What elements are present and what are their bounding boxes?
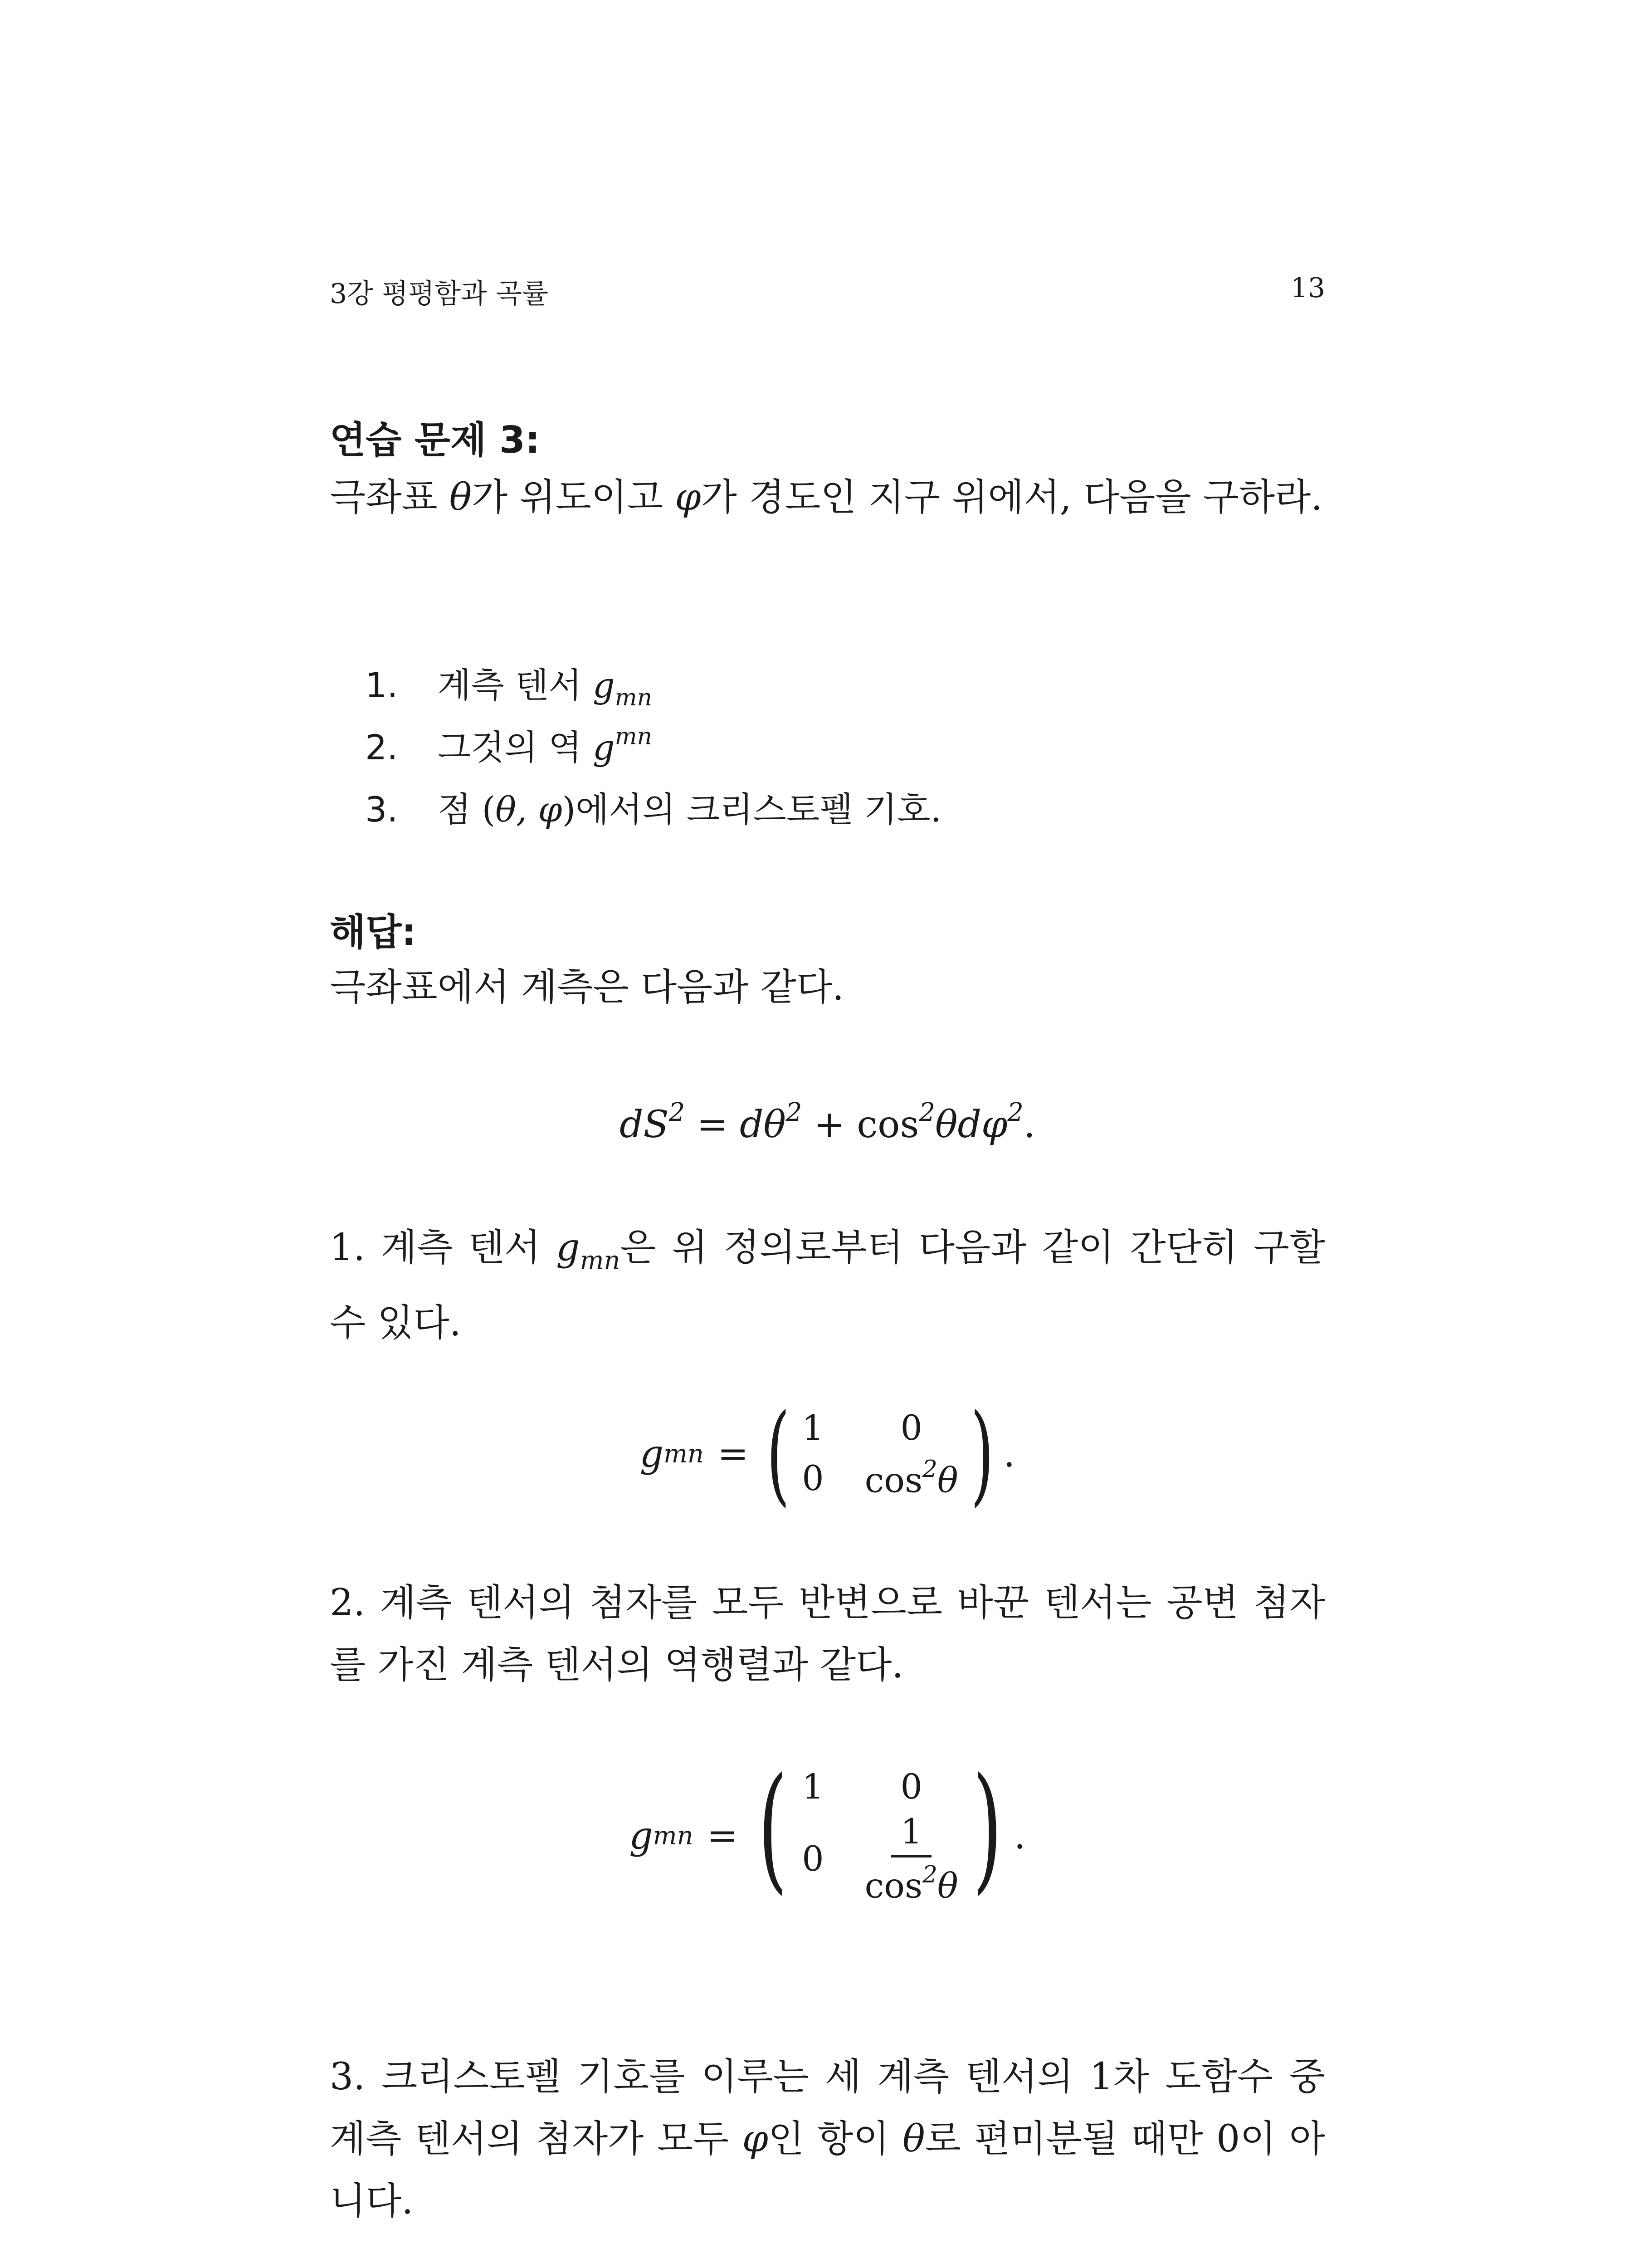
list-item: 1. 계측 텐서 $g_{mn}$	[365, 665, 652, 712]
chapter-title: 3강 평평함과 곡률	[330, 278, 549, 310]
step-3-text: 3. 크리스토펠 기호를 이루는 세 계측 텐서의 1차 도함수 중 계측 텐서의 첨자가 모두 φ인 항이 θ로 편미분될 때만 0이 아니다.	[330, 2055, 1325, 2223]
list-item: 3. 점 (θ, φ)에서의 크리스토펠 기호.	[365, 789, 941, 830]
solution-intro: 극좌표에서 계측은 다음과 같다.	[330, 966, 844, 1009]
problem-list	[365, 658, 941, 844]
metric-equation: $dS^2 = d\theta^2 + \cos^2\theta d\varphi^2$.	[619, 1098, 1035, 1147]
list-item: 2. 그것의 역 $g^{mn}$	[365, 723, 652, 767]
solution-heading: 해답:	[330, 911, 417, 954]
step-2-text: 2. 계측 텐서의 첨자를 모두 반변으로 바꾼 텐서는 공변 첨자를 가진 계측 텐서의 역행렬과 같다.	[330, 1581, 1325, 1686]
metric-matrix: ( 1 0 0 $\cos^2\theta$ )	[766, 1390, 994, 1517]
inverse-metric-matrix: ( 1 0 0 $\frac{1}{\cos^2\theta}$ )	[758, 1749, 1002, 1907]
inverse-metric-equation: g mn = ( 1 0 0 $\frac{1}{\cos^2\theta}$ ) .	[330, 1760, 1325, 1912]
fraction: $\frac{1}{\cos^2\theta}$	[864, 1811, 958, 1906]
page-number: 13	[1290, 272, 1325, 304]
problem-heading: 연습 문제 3:	[330, 419, 540, 462]
metric-matrix-equation: g mn = ( 1 0 0 $\cos^2\theta$ ) .	[639, 1390, 1015, 1517]
running-header	[330, 272, 1325, 313]
phi-symbol: φ	[675, 476, 701, 519]
theta-symbol: θ	[449, 476, 472, 519]
problem-intro: 극좌표 θ가 위도이고 φ가 경도인 지구 위에서, 다음을 구하라.	[330, 476, 1323, 519]
step-1-text: 1. 계측 텐서 $g_{mn}$은 위 정의로부터 다음과 같이 간단히 구할 수 있다.	[330, 1226, 1325, 1344]
